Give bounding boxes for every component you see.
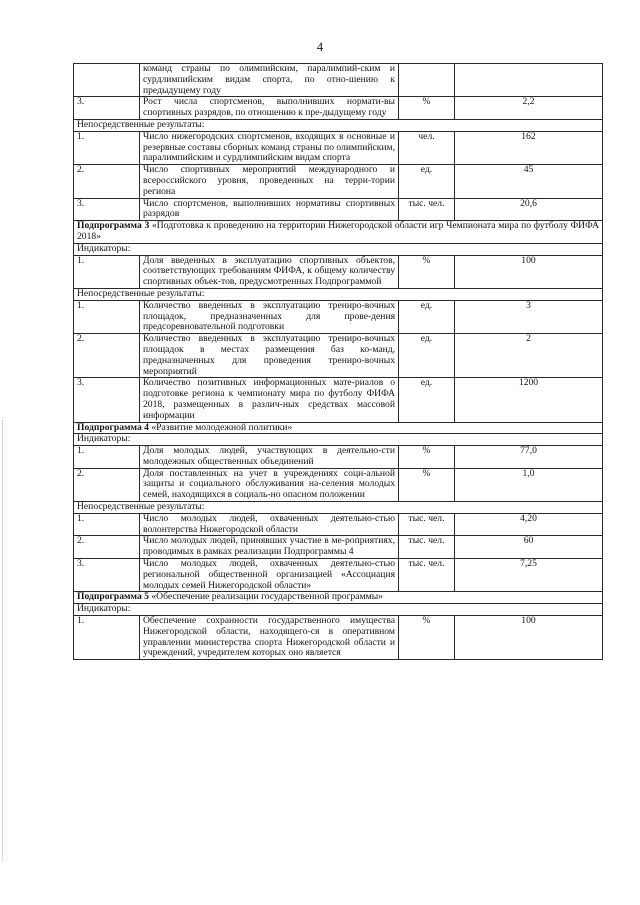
table-row-data (74, 255, 603, 288)
table-row-section (74, 243, 603, 255)
section-label: Непосредственные результаты: (74, 288, 603, 300)
table-row-data (74, 468, 603, 501)
subprogram-title: «Обеспечение реализации государственной программы» (148, 591, 383, 603)
table-row-data (74, 616, 603, 660)
row-number: 3. (74, 198, 140, 221)
row-unit (399, 64, 455, 97)
row-number: 2. (74, 468, 140, 501)
row-number: 1. (74, 513, 140, 536)
section-label: Индикаторы: (74, 604, 603, 616)
row-unit: ед. (399, 334, 455, 378)
table-row-subprogram (74, 592, 603, 604)
row-indicator-text: Обеспечение сохранности государственного имущества Нижегородской области, находящего-ся в оперативном управлении министерства спорта Нижегородской области и учреждений, учредителем которых оно является (140, 616, 399, 660)
row-number: 1. (74, 131, 140, 164)
row-indicator-text: Доля поставленных на учет в учреждениях соци-альной защиты и социального обслуживания на-селения молодых семей, находящихся в социаль-но опасном положении (140, 468, 399, 501)
row-unit: % (399, 255, 455, 288)
section-label: Непосредственные результаты: (74, 502, 603, 514)
row-indicator-text: Число спортсменов, выполнивших нормативы спортивных разрядов (140, 198, 399, 221)
row-value: 162 (455, 131, 603, 164)
table-row-section (74, 119, 603, 131)
row-indicator-text: Число нижегородских спортсменов, входящих в основные и резервные составы сборных команд страны по олимпийским, паралимпийским и сурдлимпийским видам спорта (140, 131, 399, 164)
row-unit: ед. (399, 300, 455, 333)
row-value: 45 (455, 165, 603, 198)
subprogram-title: «Подготовка к проведению на территории Нижегородской области игр Чемпионата мира по футболу ФИФА 2018» (77, 220, 600, 242)
row-value: 4,20 (455, 513, 603, 536)
row-indicator-text: команд страны по олимпийским, паралимпий-ским и сурдлимпийским видам спорта, по отно-шению к предыдущему году (140, 64, 399, 97)
row-indicator-text: Доля введенных в эксплуатацию спортивных объектов, соответствующих требованиям ФИФА, к общему количеству спортивных объек-тов, предусмотренных Подпрограммой (140, 255, 399, 288)
row-number: 1. (74, 446, 140, 469)
row-value: 2,2 (455, 97, 603, 120)
indicators-table-body (74, 64, 603, 660)
table-row-section (74, 434, 603, 446)
table-row-data (74, 536, 603, 559)
table-row-section (74, 288, 603, 300)
row-value: 60 (455, 536, 603, 559)
row-unit: % (399, 468, 455, 501)
row-number: 1. (74, 300, 140, 333)
row-unit: тыс. чел. (399, 513, 455, 536)
subprogram-heading (74, 221, 603, 244)
row-number: 1. (74, 255, 140, 288)
row-indicator-text: Количество введенных в эксплуатацию трениро-вочных площадок в местах размещения баз ко-манд, предназначенных для проведения трениро-вочных мероприятий (140, 334, 399, 378)
table-row-section (74, 502, 603, 514)
subprogram-number: Подпрограмма 4 (77, 421, 149, 433)
row-number: 2. (74, 165, 140, 198)
table-row-data (74, 64, 603, 97)
row-number: 3. (74, 559, 140, 592)
row-unit: % (399, 97, 455, 120)
row-value: 100 (455, 616, 603, 660)
row-indicator-text: Доля молодых людей, участвующих в деятельно-сти молодежных общественных объединений (140, 446, 399, 469)
section-label: Индикаторы: (74, 243, 603, 255)
row-indicator-text: Число спортивных мероприятий международного и всероссийского уровня, проведенных на терри-тории региона (140, 165, 399, 198)
row-number (74, 64, 140, 97)
row-unit: % (399, 446, 455, 469)
row-indicator-text: Количество введенных в эксплуатацию трениро-вочных площадок, предназначенных для прове-дения предсоревновательной подготовки (140, 300, 399, 333)
row-value (455, 64, 603, 97)
row-value: 2 (455, 334, 603, 378)
row-unit: ед. (399, 165, 455, 198)
row-number: 3. (74, 97, 140, 120)
table-row-data (74, 513, 603, 536)
row-unit: % (399, 616, 455, 660)
page-number: 4 (316, 40, 324, 54)
table-row-section (74, 604, 603, 616)
row-value: 3 (455, 300, 603, 333)
row-indicator-text: Число молодых людей, охваченных деятельно-стью региональной общественной организацией «Ассоциация молодых семей Нижегородской области» (140, 559, 399, 592)
row-number: 2. (74, 334, 140, 378)
row-value: 100 (455, 255, 603, 288)
row-indicator-text: Число молодых людей, принявших участие в ме-роприятиях, проводимых в рамках реализации Подпрограммы 4 (140, 536, 399, 559)
table-row-data (74, 378, 603, 422)
table-row-data (74, 446, 603, 469)
row-unit: тыс. чел. (399, 198, 455, 221)
row-indicator-text: Количество позитивных информационных мате-риалов о подготовке региона к чемпионату мира по футболу ФИФА 2018, размещенных в различ-ных средствах массовой информации (140, 378, 399, 422)
indicators-table (73, 63, 603, 660)
subprogram-heading (74, 422, 603, 434)
table-row-subprogram (74, 221, 603, 244)
subprogram-title: «Развитие молодежной политики» (148, 421, 293, 433)
row-unit: ед. (399, 378, 455, 422)
row-value: 7,25 (455, 559, 603, 592)
table-row-data (74, 97, 603, 120)
scan-edge-marks (2, 420, 6, 860)
row-indicator-text: Рост числа спортсменов, выполнивших нормати-вы спортивных разрядов, по отношению к пре-дыдущему году (140, 97, 399, 120)
table-row-data (74, 131, 603, 164)
table-row-data (74, 334, 603, 378)
row-unit: чел. (399, 131, 455, 164)
subprogram-number: Подпрограмма 3 (77, 220, 150, 232)
row-value: 77,0 (455, 446, 603, 469)
row-indicator-text: Число молодых людей, охваченных деятельно-стью волонтерства Нижегородской области (140, 513, 399, 536)
row-number: 3. (74, 378, 140, 422)
table-row-subprogram (74, 422, 603, 434)
subprogram-number: Подпрограмма 5 (77, 591, 149, 603)
row-number: 1. (74, 616, 140, 660)
row-unit: тыс. чел. (399, 536, 455, 559)
table-row-data (74, 165, 603, 198)
table-row-data (74, 198, 603, 221)
row-value: 20,6 (455, 198, 603, 221)
table-row-data (74, 559, 603, 592)
section-label: Непосредственные результаты: (74, 119, 603, 131)
row-value: 1200 (455, 378, 603, 422)
row-unit: тыс. чел. (399, 559, 455, 592)
section-label: Индикаторы: (74, 434, 603, 446)
table-row-data (74, 300, 603, 333)
row-number: 2. (74, 536, 140, 559)
subprogram-heading (74, 592, 603, 604)
row-value: 1,0 (455, 468, 603, 501)
